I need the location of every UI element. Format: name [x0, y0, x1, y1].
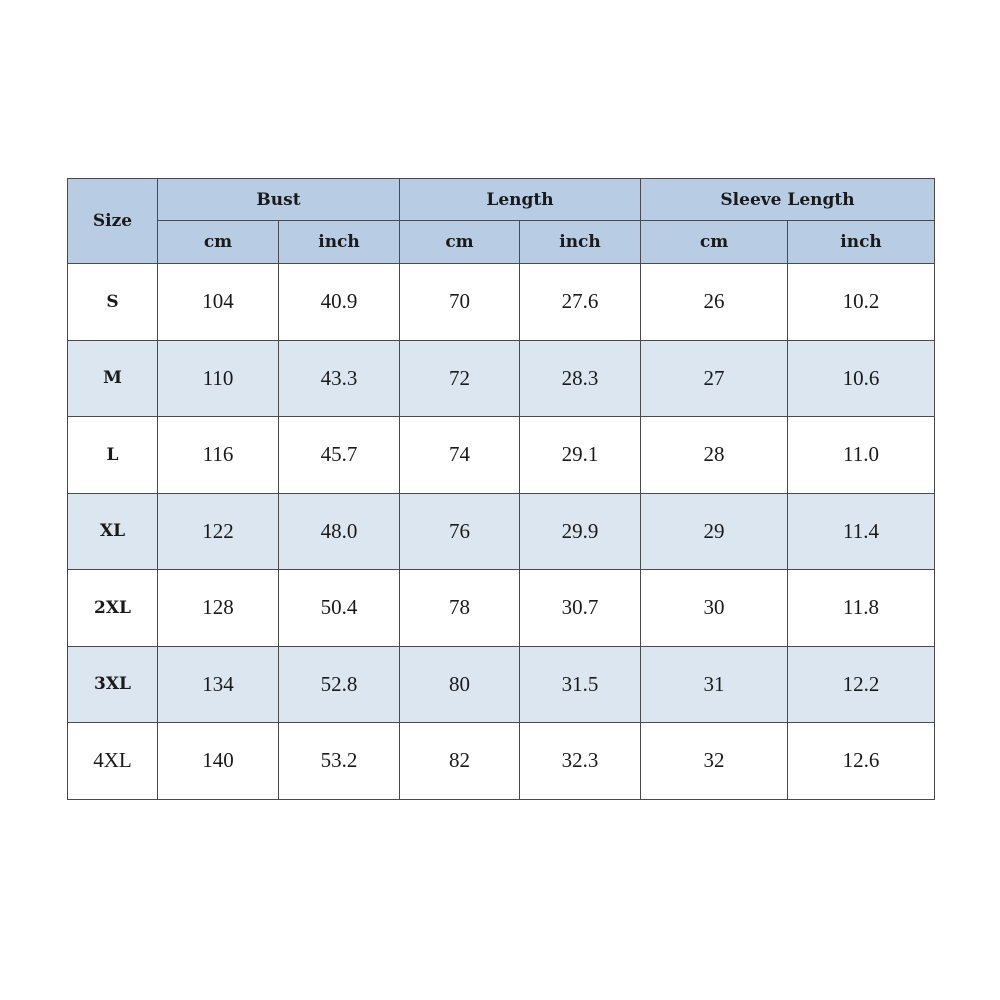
value-cell: 76: [400, 493, 520, 570]
unit-header: inch: [520, 221, 641, 264]
header-group-row: [68, 179, 935, 221]
value-cell: 78: [400, 570, 520, 647]
value-cell: 116: [158, 417, 279, 494]
unit-header: cm: [641, 221, 788, 264]
value-cell: 134: [158, 646, 279, 723]
value-cell: 110: [158, 340, 279, 417]
value-cell: 29: [641, 493, 788, 570]
size-label-cell: 4XL: [68, 723, 158, 800]
value-cell: 11.8: [788, 570, 935, 647]
table-row: [68, 570, 935, 647]
size-chart-table: [67, 178, 935, 800]
value-cell: 10.2: [788, 264, 935, 341]
bust-group-header: Bust: [158, 179, 400, 221]
value-cell: 74: [400, 417, 520, 494]
value-cell: 27: [641, 340, 788, 417]
value-cell: 31.5: [520, 646, 641, 723]
value-cell: 30: [641, 570, 788, 647]
value-cell: 12.6: [788, 723, 935, 800]
value-cell: 31: [641, 646, 788, 723]
header-unit-row: [68, 221, 935, 264]
value-cell: 122: [158, 493, 279, 570]
table-row: [68, 340, 935, 417]
size-label-cell: S: [68, 264, 158, 341]
value-cell: 11.0: [788, 417, 935, 494]
size-column-header: Size: [68, 179, 158, 264]
sleeve-length-group-header: Sleeve Length: [641, 179, 935, 221]
size-label-cell: 2XL: [68, 570, 158, 647]
size-label-cell: XL: [68, 493, 158, 570]
value-cell: 28.3: [520, 340, 641, 417]
value-cell: 28: [641, 417, 788, 494]
value-cell: 70: [400, 264, 520, 341]
value-cell: 30.7: [520, 570, 641, 647]
value-cell: 53.2: [279, 723, 400, 800]
value-cell: 140: [158, 723, 279, 800]
value-cell: 128: [158, 570, 279, 647]
value-cell: 10.6: [788, 340, 935, 417]
table-row: [68, 264, 935, 341]
value-cell: 45.7: [279, 417, 400, 494]
value-cell: 29.9: [520, 493, 641, 570]
unit-header: inch: [788, 221, 935, 264]
unit-header: cm: [400, 221, 520, 264]
value-cell: 40.9: [279, 264, 400, 341]
value-cell: 48.0: [279, 493, 400, 570]
value-cell: 50.4: [279, 570, 400, 647]
value-cell: 52.8: [279, 646, 400, 723]
value-cell: 104: [158, 264, 279, 341]
size-label-cell: M: [68, 340, 158, 417]
table-row: [68, 723, 935, 800]
value-cell: 43.3: [279, 340, 400, 417]
value-cell: 80: [400, 646, 520, 723]
value-cell: 72: [400, 340, 520, 417]
table-row: [68, 493, 935, 570]
unit-header: inch: [279, 221, 400, 264]
value-cell: 12.2: [788, 646, 935, 723]
size-label-cell: 3XL: [68, 646, 158, 723]
length-group-header: Length: [400, 179, 641, 221]
value-cell: 11.4: [788, 493, 935, 570]
value-cell: 29.1: [520, 417, 641, 494]
table-row: [68, 417, 935, 494]
value-cell: 82: [400, 723, 520, 800]
unit-header: cm: [158, 221, 279, 264]
table-row: [68, 646, 935, 723]
value-cell: 26: [641, 264, 788, 341]
value-cell: 32: [641, 723, 788, 800]
size-label-cell: L: [68, 417, 158, 494]
value-cell: 32.3: [520, 723, 641, 800]
value-cell: 27.6: [520, 264, 641, 341]
